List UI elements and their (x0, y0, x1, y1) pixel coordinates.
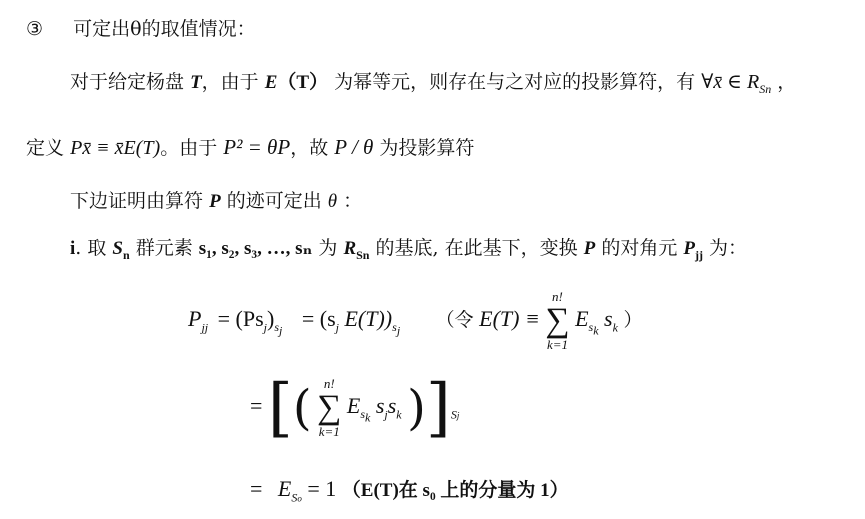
eq1-summation: n! ∑ k=1 (545, 289, 570, 352)
p4-Pjj: P (683, 238, 695, 259)
p2-formula2: P² = θP (223, 135, 291, 159)
eq1-note-close: ） (623, 310, 643, 332)
equation-1: $P_{jj} = (Ps_j)_{s_j} = (s_j$ $E(T))_{s_j}$ （令 E(T) ≡ n! ∑ k=1 $E_{s_k}$ $s_k$ ） (188, 289, 643, 352)
eq2-sum-bottom: k=1 (318, 423, 340, 439)
p4-text3: 为 (318, 237, 338, 259)
case-heading: 可定出θ的取值情况： (73, 18, 256, 40)
p2-text1: 定义 (26, 137, 65, 159)
eq1-sum-bottom: k=1 (546, 337, 568, 352)
eq1-lhs-sub: jj (201, 320, 209, 335)
p3-P: P (209, 191, 221, 212)
p4-label: i (70, 238, 76, 259)
p2-text2: 。由于 (160, 137, 218, 159)
equation-3 (250, 474, 569, 513)
p2-formula1: Px̄ ≡ x̄E(T) (70, 137, 161, 159)
eq3-value: = 1 (307, 476, 337, 501)
p1-sub: Sn (759, 81, 772, 96)
paragraph-2 (26, 135, 474, 160)
p4-Sn: S (112, 238, 123, 259)
paragraph-1 (70, 70, 796, 101)
p1-T: T (190, 72, 202, 93)
case-marker: ③ (26, 18, 44, 40)
p3-text2: 的迹可定出 (226, 190, 322, 212)
eq3-E: E (277, 476, 292, 501)
p4-text5: 的对角元 (601, 237, 678, 259)
p2-text3: ，故 (290, 137, 329, 159)
p2-formula3: P / θ (334, 135, 374, 159)
p4-P: P (583, 238, 596, 259)
eq1-note-E: E(T) ≡ (479, 306, 540, 332)
eq2-term: E (346, 393, 361, 418)
eq3-sub: S (291, 490, 298, 505)
eq3-subsub: o (297, 493, 302, 504)
p1-forall: ∀x̄ ∈ R (701, 71, 760, 93)
p3-theta: θ (327, 191, 338, 212)
paragraph-4 (70, 236, 747, 267)
case-heading-line (26, 17, 256, 41)
eq2-eq: = (250, 393, 263, 418)
eq3-eq: = (250, 476, 263, 501)
equation-2: = [( n! ∑ k=1 $E_{s_k}$ $s_js_k$ )]$_{Sj}$ (250, 370, 460, 445)
p4-elements: s₁, s₂, s₃, …, sₙ (198, 238, 313, 259)
p1-mid2: 为幂等元，则存在与之对应的投影算符，有 (334, 71, 696, 93)
eq1-part1: = (Ps (217, 306, 264, 332)
eq3-note: （E(T)在 s₀ 上的分量为 1） (341, 480, 569, 501)
p4-R: R (343, 238, 357, 259)
eq2-outer-sub: S (450, 407, 457, 422)
eq2-sum-top: n! (323, 375, 335, 391)
eq2-summation: n! ∑ k=1 (317, 375, 342, 439)
p4-text1: . 取 (75, 237, 107, 259)
p1-end: ， (777, 71, 797, 93)
eq1-note-term: E (575, 306, 589, 332)
p4-Sn-sub: n (123, 247, 130, 262)
eq1-lhs: P (188, 306, 202, 332)
p1-E: E (264, 72, 278, 93)
p1-mid1: ，由于 (201, 71, 259, 93)
eq2-term-rest: s (375, 393, 385, 418)
p4-R-sub: Sn (356, 247, 370, 262)
p4-text4: 的基底, 在此基下，变换 (375, 237, 578, 259)
eq1-sum-top: n! (552, 289, 563, 304)
p2-text4: 为投影算符 (379, 137, 475, 159)
p4-text2: 群元素 (135, 237, 193, 259)
p3-text1: 下边证明由算符 (70, 190, 204, 212)
eq1-part2: = (s (301, 306, 336, 332)
paragraph-3 (70, 189, 362, 214)
p4-text6: 为： (709, 237, 748, 259)
p1-prefix: 对于给定杨盘 (70, 71, 185, 93)
p4-Pjj-sub: jj (695, 247, 703, 262)
p3-text3: ： (343, 190, 363, 212)
p1-paren-T: （T） (277, 72, 329, 93)
eq1-note-prefix: （令 (435, 310, 474, 332)
